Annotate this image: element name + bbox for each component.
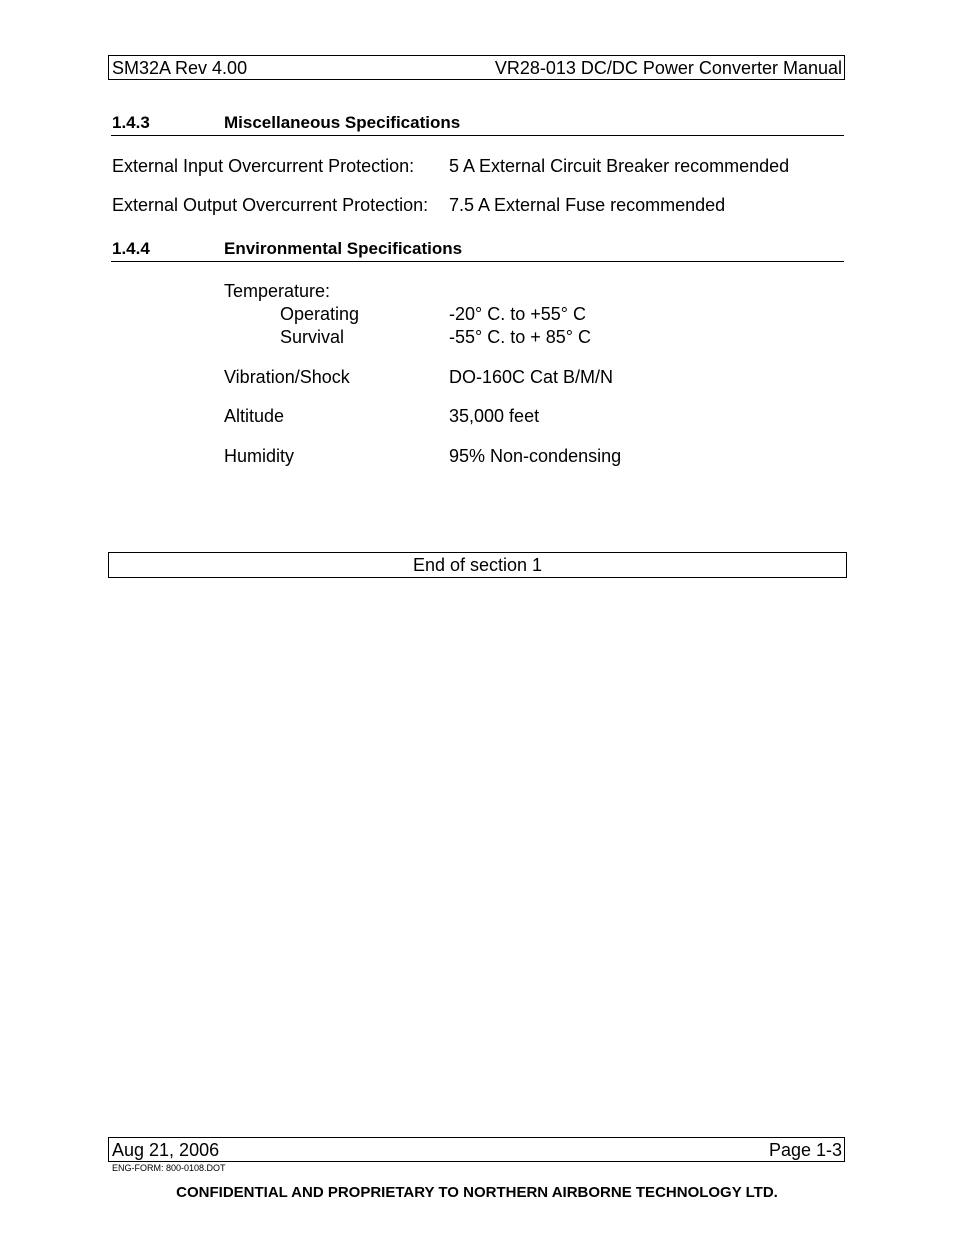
form-id: ENG-FORM: 800-0108.DOT [112,1163,226,1173]
spec-value-output-protection: 7.5 A External Fuse recommended [449,195,726,215]
section-rule [111,261,844,262]
confidential-notice: CONFIDENTIAL AND PROPRIETARY TO NORTHERN AIRBORNE TECHNOLOGY LTD. [176,1184,778,1201]
survival-label: Survival [280,327,345,347]
doc-revision: SM32A Rev 4.00 [112,58,248,78]
humidity-label: Humidity [224,446,295,466]
vibration-label: Vibration/Shock [224,367,350,387]
section-title-env: Environmental Specifications [224,239,463,258]
spec-value-input-protection: 5 A External Circuit Breaker recommended [449,156,790,176]
altitude-label: Altitude [224,406,285,426]
temperature-label: Temperature: [224,281,331,301]
operating-label: Operating [280,304,360,324]
altitude-value: 35,000 feet [449,406,540,426]
vibration-value: DO-160C Cat B/M/N [449,367,614,387]
end-of-section-banner: End of section 1 [108,552,847,578]
page-number: Page 1-3 [768,1140,842,1160]
section-rule [111,135,844,136]
survival-value: -55° C. to + 85° C [449,327,591,347]
section-title-misc: Miscellaneous Specifications [224,113,461,132]
spec-label-output-protection: External Output Overcurrent Protection: [112,195,429,215]
footer-date: Aug 21, 2006 [112,1140,220,1160]
manual-title: VR28-013 DC/DC Power Converter Manual [494,58,842,78]
section-number-env: 1.4.4 [112,239,150,258]
humidity-value: 95% Non-condensing [449,446,622,466]
section-number-misc: 1.4.3 [112,113,150,132]
operating-value: -20° C. to +55° C [449,304,586,324]
spec-label-input-protection: External Input Overcurrent Protection: [112,156,415,176]
